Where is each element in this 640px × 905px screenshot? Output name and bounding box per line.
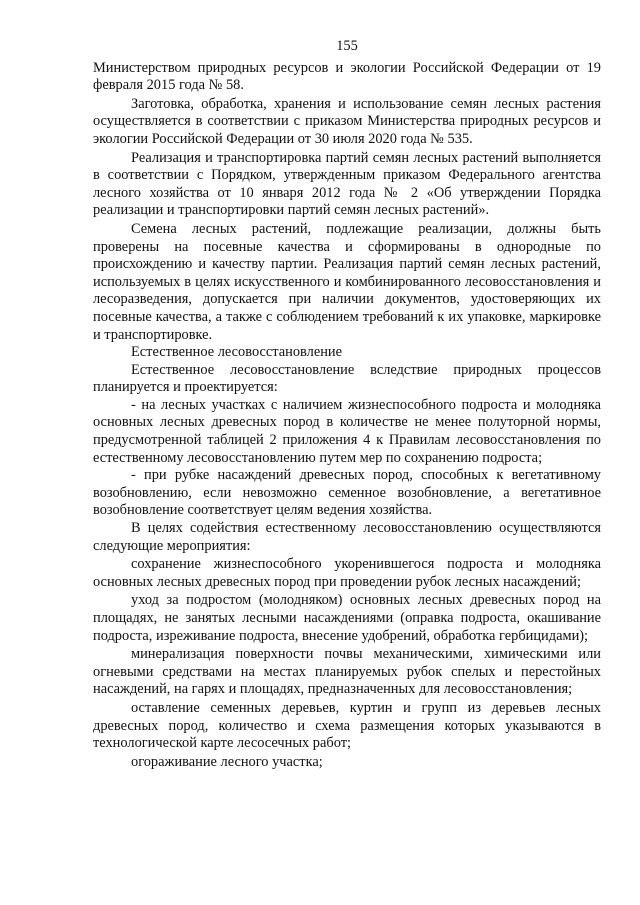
list-item: - при рубке насаждений древесных пород, способных к вегетативному возобновлению, если невозможно семенное возобновление, а вегетативное возобновление соответствует целям ведения хозяйства.: [93, 467, 601, 519]
paragraph-seed-harvesting: Заготовка, обработка, хранения и использование семян лесных растения осуществляется в соответствии с приказом Министерства природных ресурсов и экологии Российской Федерации от 30 июля 2020 года № 535.: [93, 95, 601, 147]
section-heading: Естественное лесовосстановление: [131, 344, 342, 361]
measure-item: уход за подростом (молодняком) основных лесных древесных пород на площадях, не занятых лесными насаждениями (оправка подроста, окашивание подроста, изреживание подроста, внесение удобрений, обработка гербицидами);: [93, 592, 601, 644]
paragraph-measures-intro: В целях содействия естественному лесовосстановлению осуществляются следующие мероприятия:: [93, 520, 601, 554]
paragraph-seed-sale: Семена лесных растений, подлежащие реализации, должны быть проверены на посевные качества и сформированы в однородные по происхождению и качеству партии. Реализация партий семян лесных растений, используемых в целях искусственного и комбинированного лесовосстановления и лесоразведения, допускается при наличии документов, удостоверяющих их посевные качества, а также с соблюдением требований к их упаковке, маркировке и транспортировке.: [93, 220, 601, 343]
page-number: 155: [336, 38, 358, 54]
paragraph-natural-regeneration: Естественное лесовосстановление вследствие природных процессов планируется и проектируется:: [93, 361, 601, 396]
measure-item: сохранение жизнеспособного укоренившегося подроста и молодняка основных лесных древесных пород при проведении рубок лесных насаждений;: [93, 556, 601, 590]
measure-item: оставление семенных деревьев, куртин и групп из деревьев лесных древесных пород, количество и схема размещения которых указываются в технологической карте лесосечных работ;: [93, 699, 601, 752]
measure-item: огораживание лесного участка;: [131, 753, 323, 770]
paragraph-seed-transport: Реализация и транспортировка партий семян лесных растений выполняется в соответствии с Порядком, утвержденным приказом Федерального агентства лесного хозяйства от 10 января 2012 года № 2 «Об утверждении Порядка реализации и транспортировки партий семян лесных растений».: [93, 149, 601, 219]
list-item: - на лесных участках с наличием жизнеспособного подроста и молодняка основных лесных древесных пород в количестве не менее полуторной нормы, предусмотренной таблицей 2 приложения 4 к Правилам лесовосстановления по естественному лесовосстановлению путем мер по сохранению подроста;: [93, 396, 601, 466]
paragraph-continuation: Министерством природных ресурсов и экологии Российской Федерации от 19 февраля 2015 года № 58.: [93, 59, 601, 94]
document-page: [93, 38, 601, 771]
measure-item: минерализация поверхности почвы механическими, химическими или огневыми средствами на местах планируемых рубок спелых и перестойных насаждений, на гарях и площадях, предназначенных для лесовосстановления;: [93, 646, 601, 698]
